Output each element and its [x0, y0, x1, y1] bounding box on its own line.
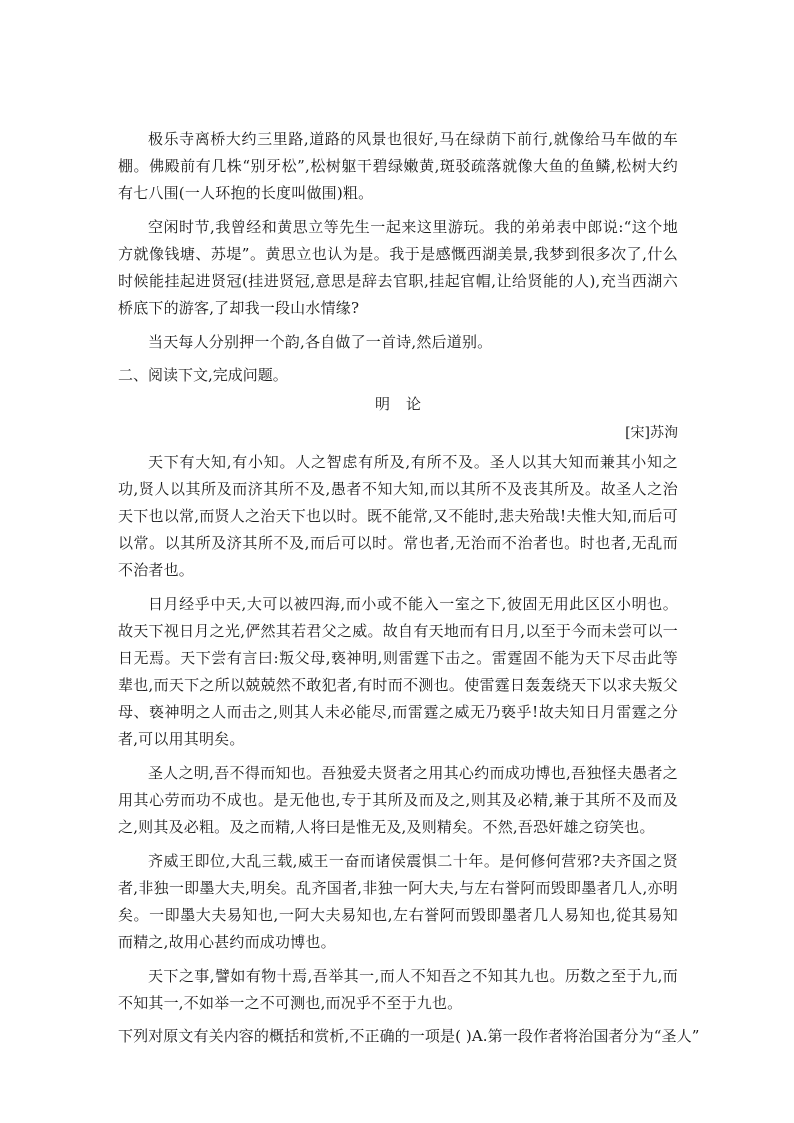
- translation-paragraph-2: 空闲时节,我曾经和黄思立等先生一起来这里游玩。我的弟弟表中郎说:“这个地方就像钱塘、苏堤”。黄思立也认为是。我于是感慨西湖美景,我梦到很多次了,什么时候能挂起进贤冠(挂进贤冠,意思是辞去官职,挂起官帽,让给贤能的人),充当西湖六桥底下的游客,了却我一段山水情缘?: [118, 218, 678, 317]
- essay-paragraph-1: 天下有大知,有小知。人之智虑有所及,有所不及。圣人以其大知而兼其小知之功,贤人以其所及而济其所不及,愚者不知大知,而以其所不及丧其所及。故圣人之治天下也以常,而贤人之治天下也以时。既不能常,又不能时,悲夫殆哉!夫惟大知,而后可以常。以其所及济其所不及,而后可以时。常也者,无治而不治者也。时也者,无乱而不治者也。: [118, 453, 678, 579]
- document-page: [118, 126, 700, 1050]
- section-heading: 二、阅读下文,完成问题。: [118, 366, 288, 384]
- essay-paragraph-3: 圣人之明,吾不得而知也。吾独爱夫贤者之用其心约而成功博也,吾独怪夫愚者之用其心劳而功不成也。是无他也,专于其所及而及之,则其及必精,兼于其所不及而及之,则其及必粗。及之而精,人将曰是惟无及,及则精矣。不然,吾恐奸雄之窃笑也。: [118, 764, 678, 836]
- essay-author: [宋]苏洵: [625, 425, 678, 441]
- essay-title: 明论: [374, 395, 437, 413]
- translation-paragraph-3: 当天每人分别押一个韵,各自做了一首诗,然后道别。: [148, 333, 493, 351]
- question-stem: 下列对原文有关内容的概括和赏析,不正确的一项是( )A.第一段作者将治国者分为“圣人”: [118, 1027, 700, 1045]
- essay-paragraph-2: 日月经乎中天,大可以被四海,而小或不能入一室之下,彼固无用此区区小明也。故天下视日月之光,俨然其若君父之威。故自有天地而有日月,以至于今而未尝可以一日无焉。天下尝有言曰:叛父母,亵神明,则雷霆下击之。雷霆固不能为天下尽击此等辈也,而天下之所以兢兢然不敢犯者,有时而不测也。使雷霆日轰轰绕天下以求夫叛父母、亵神明之人而击之,则其人未必能尽,而雷霆之威无乃亵乎!故夫知日月雷霆之分者,可以用其明矣。: [118, 595, 678, 748]
- essay-paragraph-5: 天下之事,譬如有物十焉,吾举其一,而人不知吾之不知其九也。历数之至于九,而不知其一,不如举一之不可测也,而况乎不至于九也。: [118, 967, 678, 1012]
- essay-paragraph-4: 齐威王即位,大乱三载,威王一奋而诸侯震惧二十年。是何修何营邪?夫齐国之贤者,非独一即墨大夫,明矣。乱齐国者,非独一阿大夫,与左右誉阿而毁即墨者几人,亦明矣。一即墨大夫易知也,一阿大夫易知也,左右誉阿而毁即墨者几人易知也,從其易知而精之,故用心甚约而成功博也。: [118, 852, 678, 951]
- translation-paragraph-1: 极乐寺离桥大约三里路,道路的风景也很好,马在绿荫下前行,就像给马车做的车棚。佛殿前有几株“别牙松”,松树躯干碧绿嫩黄,斑驳疏落就像大鱼的鱼鳞,松树大约有七八围(一人环抱的长度叫做围)粗。: [118, 130, 678, 202]
